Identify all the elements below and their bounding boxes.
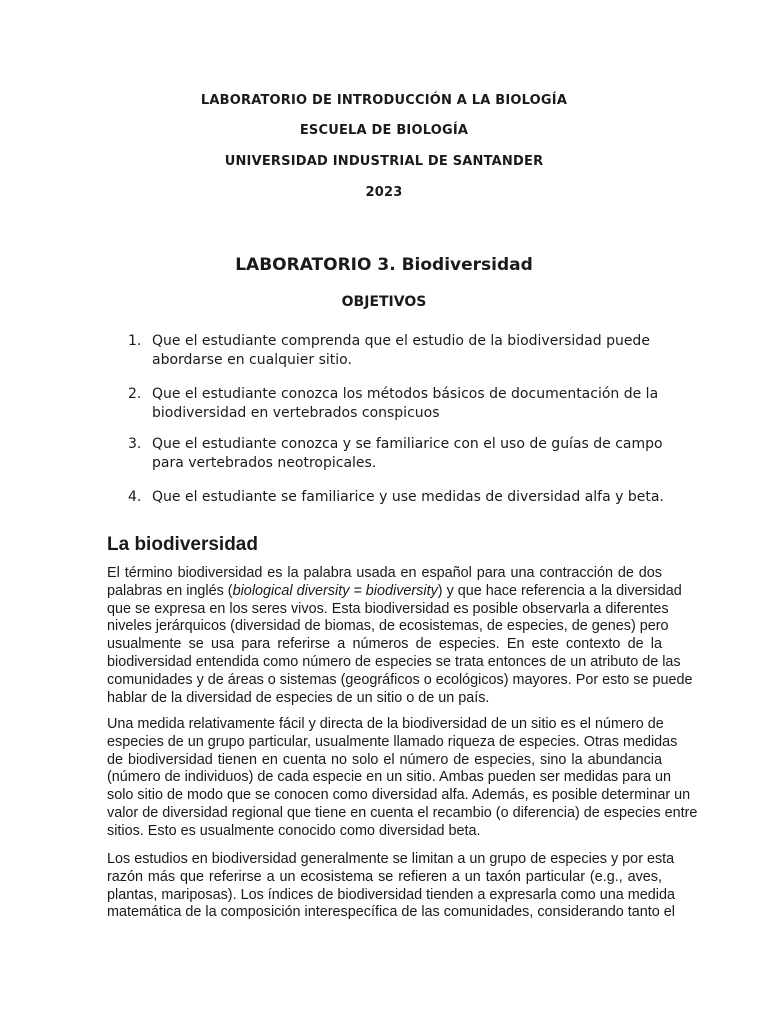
paragraph-line: comunidades y de áreas o sistemas (geográficos o ecológicos) mayores. Por esto se puede [107, 671, 693, 688]
objective-text-line: Que el estudiante comprenda que el estudio de la biodiversidad puede [152, 333, 650, 349]
paragraph-2 [107, 716, 698, 841]
paragraph-line: sitios. Esto es usualmente conocido como diversidad beta. [107, 822, 481, 839]
objective-text-line: Que el estudiante conozca y se familiarice con el uso de guías de campo [152, 436, 663, 452]
header-university: UNIVERSIDAD INDUSTRIAL DE SANTANDER [224, 154, 544, 169]
objective-number: 2. [128, 386, 142, 402]
objective-text-line: Que el estudiante conozca los métodos básicos de documentación de la [152, 386, 659, 402]
paragraph-3 [107, 851, 675, 922]
paragraph-line: solo sitio de modo que se conocen como diversidad alfa. Además, es posible determinar un [107, 787, 691, 804]
paragraph-line: de biodiversidad tienen en cuenta no solo el número de especies, sino la abundancia [107, 751, 662, 768]
objective-number: 1. [128, 333, 142, 349]
paragraph-line: (número de individuos) de cada especie en un sitio. Ambas pueden ser medidas para un [107, 769, 671, 786]
paragraph-line: razón más que referirse a un ecosistema se refieren a un taxón particular (e.g., aves, [107, 868, 662, 885]
section-heading: La biodiversidad [107, 534, 258, 555]
paragraph-line: hablar de la diversidad de especies de un sitio o de un país. [107, 689, 490, 706]
paragraph-line: valor de diversidad regional que tiene en cuenta el recambio (o diferencia) de especies entre [107, 804, 698, 821]
paragraph-line: Una medida relativamente fácil y directa de la biodiversidad de un sitio es el número de [107, 716, 664, 732]
header-course-title: LABORATORIO DE INTRODUCCIÓN A LA BIOLOGÍA [200, 93, 568, 108]
objective-number: 4. [128, 489, 142, 505]
paragraph-line: El término biodiversidad es la palabra usada en español para una contracción de dos [107, 565, 662, 581]
paragraph-line: plantas, mariposas). Los índices de biodiversidad tienden a expresarla como una medida [107, 886, 675, 903]
paragraph-line: usualmente se usa para referirse a números de especies. En este contexto de la [107, 636, 662, 653]
text-span: palabras en inglés ( [107, 582, 233, 599]
lab-title: LABORATORIO 3. Biodiversidad [235, 255, 533, 275]
paragraph-line: especies de un grupo particular, usualmente llamado riqueza de especies. Otras medidas [107, 733, 678, 750]
objective-text-line: Que el estudiante se familiarice y use medidas de diversidad alfa y beta. [152, 489, 664, 505]
objective-text-line: para vertebrados neotropicales. [152, 455, 377, 471]
paragraph-line [107, 582, 682, 601]
header-school: ESCUELA DE BIOLOGÍA [299, 123, 469, 138]
objective-text [152, 435, 672, 473]
paragraph-line: niveles jerárquicos (diversidad de biomas, de ecosistemas, de especies, de genes) pero [107, 618, 669, 635]
paragraph-line: matemática de la composición interespecífica de las comunidades, considerando tanto el [107, 904, 675, 921]
paragraph-line: Los estudios en biodiversidad generalmente se limitan a un grupo de especies y por esta [107, 851, 675, 867]
objective-text-line: abordarse en cualquier sitio. [152, 352, 352, 368]
paragraph-line: biodiversidad entendida como número de especies se trata entonces de un atributo de las [107, 653, 681, 670]
objectives-title: OBJETIVOS [341, 294, 427, 310]
italic-term: biological diversity = biodiversity [232, 582, 438, 599]
objective-text-line: biodiversidad en vertebrados conspicuos [152, 405, 440, 421]
objective-text [152, 488, 672, 507]
header-year: 2023 [365, 185, 403, 200]
paragraph-line: que se expresa en los seres vivos. Esta biodiversidad es posible observarla a diferentes [107, 600, 669, 617]
text-span: ) y que hace referencia a la diversidad [437, 582, 682, 599]
objective-text [152, 332, 672, 370]
objective-number: 3. [128, 436, 142, 452]
objective-text [152, 385, 672, 423]
paragraph-1 [107, 565, 693, 707]
